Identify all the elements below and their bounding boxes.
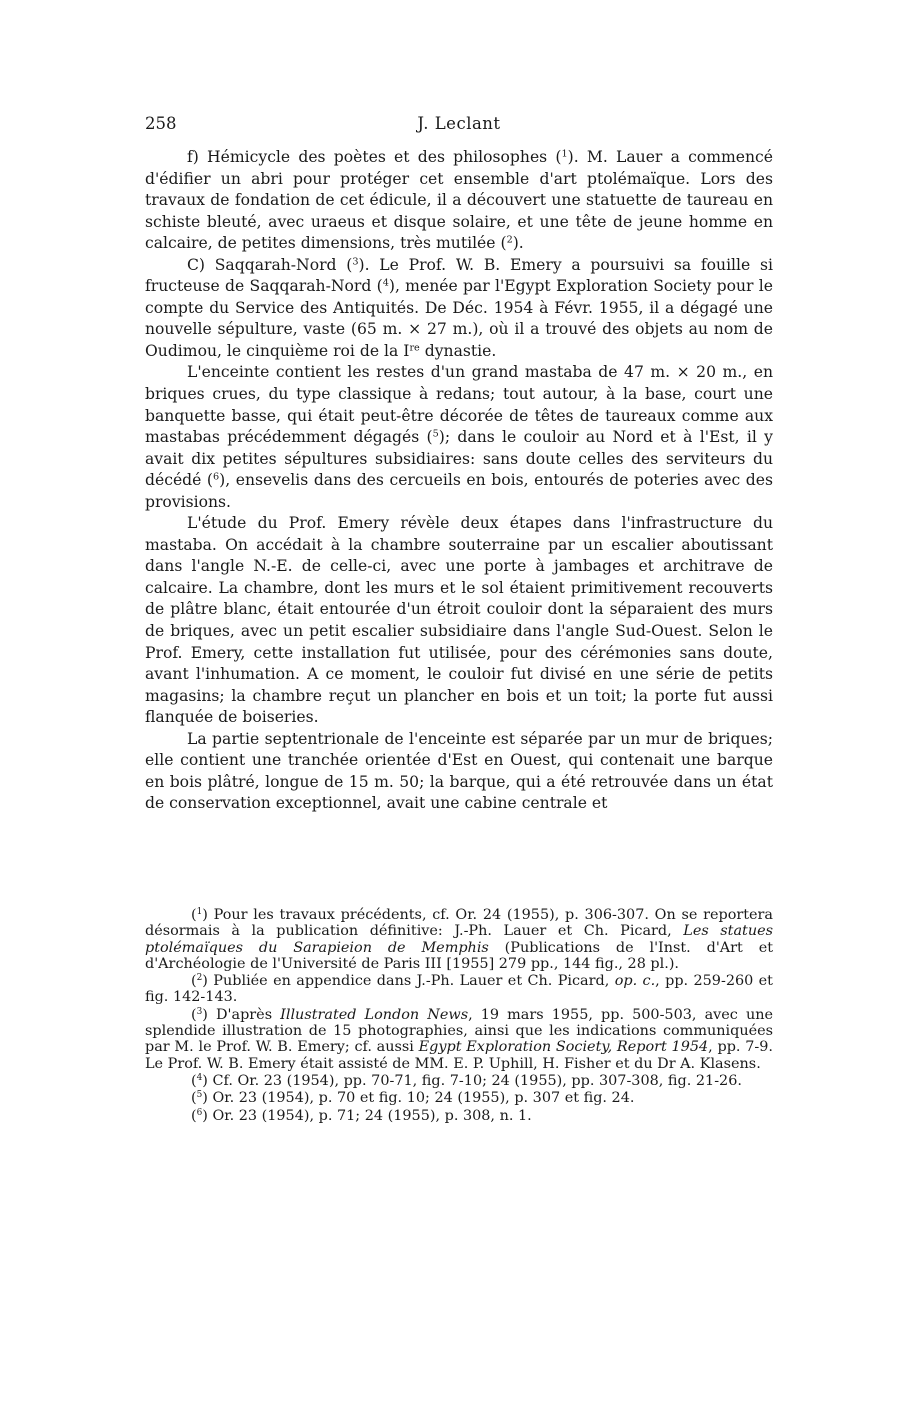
footnote-ref[interactable]: 6: [213, 471, 220, 483]
footnote-6: ($^6$) Or. 23 (1954), p. 71; 24 (1955), p. 308, n. 1.: [191, 1107, 532, 1124]
footnote-3: ($^3$) D'après Illustrated London News, 19 mars 1955, pp. 500-503, avec une splendide illustration de 15 photographies, ainsi que les indications communiquées par M. le Prof. W. B. Emery; cf. aussi Egypt Exploration Society, Report 1954, pp. 7-9. Le Prof. W. B. Emery était assisté de MM. E. P. Uphill, H. Fisher et du Dr A. Klasens.: [145, 1006, 773, 1072]
footnote-2: ($^2$) Publiée en appendice dans J.-Ph. Lauer et Ch. Picard, op. c., pp. 259-260 et fig. 142-143.: [145, 973, 773, 1006]
main-text: [145, 147, 773, 815]
footnotes: [145, 907, 773, 1124]
footnote-ref[interactable]: 1: [561, 148, 568, 160]
running-header: [145, 114, 773, 138]
footnote-4: ($^4$) Cf. Or. 23 (1954), pp. 70-71, fig. 7-10; 24 (1955), pp. 307-308, fig. 21-26.: [191, 1072, 742, 1089]
paragraph-hemicycle: f) Hémicycle des poètes et des philosophes ($^1$). M. Lauer a commencé d'édifier un abri pour protéger cet ensemble d'art ptolémaïque. Lors des travaux de fondation de cet édicule, il a découvert une statuette de taureau en schiste bleuté, avec uraeus et disque solaire, et une tête de jeune homme en calcaire, de petites dimensions, très mutilée ($^2$).: [145, 148, 774, 253]
ordinal-superscript: re: [409, 342, 420, 354]
paragraph-enceinte: L'enceinte contient les restes d'un grand mastaba de 47 m. × 20 m., en briques crues, du type classique à redans; tout autour, à la base, court une banquette basse, qui était peut-être décorée de têtes de taureaux comme aux mastabas précédemment dégagés ($^5$); dans le couloir au Nord et à l'Est, il y avait dix petites sépultures subsidiaires: sans doute celles des serviteurs du décédé ($^6$), ensevelis dans des cercueils en bois, entourés de poteries avec des provisions.: [145, 363, 773, 511]
paragraph-etude: L'étude du Prof. Emery révèle deux étapes dans l'infrastructure du mastaba. On accédait à la chambre souterraine par un escalier aboutissant dans l'angle N.-E. de celle-ci, avec une porte à jambages et architrave de calcaire. La chambre, dont les murs et le sol étaient primitivement recouverts de plâtre blanc, était entourée d'un étroit couloir dont la séparaient des murs de briques, avec un petit escalier subsidiaire dans l'angle Sud-Ouest. Selon le Prof. Emery, cette installation fut utilisée, pour des cérémonies sans doute, avant l'inhumation. A ce moment, le couloir fut divisé en une série de petits magasins; la chambre reçut un plancher en bois et un toit; la porte fut aussi flanquée de boiseries.: [145, 514, 773, 727]
page-number: 258: [145, 114, 177, 133]
footnote-ref[interactable]: 4: [382, 277, 389, 289]
footnote-ref[interactable]: 3: [352, 256, 359, 268]
paragraph-partie-septentrionale: La partie septentrionale de l'enceinte est séparée par un mur de briques; elle contient une tranchée orientée d'Est en Ouest, qui contenait une barque en bois plâtré, longue de 15 m. 50; la barque, qui a été retrouvée dans un état de conservation exceptionnel, avait une cabine centrale et: [145, 729, 773, 813]
footnote-1: ($^1$) Pour les travaux précédents, cf. Or. 24 (1955), p. 306-307. On se reportera désormais à la publication définitive: J.-Ph. Lauer et Ch. Picard, Les statues ptolémaïques du Sarapieion de Memphis (Publications de l'Inst. d'Art et d'Archéologie de l'Université de Paris III [1955] 279 pp., 144 fig., 28 pl.).: [145, 907, 773, 972]
paragraph-saqqarah-nord: C) Saqqarah-Nord ($^3$). Le Prof. W. B. Emery a poursuivi sa fouille si fructeuse de Saqqarah-Nord ($^4$), menée par l'Egypt Exploration Society pour le compte du Service des Antiquités. De Déc. 1954 à Févr. 1955, il a dégagé une nouvelle sépulture, vaste (65 m. × 27 m.), où il a trouvé des objets au nom de Oudimou, le cinquième roi de la Ire dynastie.: [145, 255, 773, 360]
footnote-5: ($^5$) Or. 23 (1954), p. 70 et fig. 10; 24 (1955), p. 307 et fig. 24.: [191, 1090, 635, 1107]
footnote-ref[interactable]: 5: [432, 428, 439, 440]
running-title-author: J. Leclant: [417, 114, 501, 133]
footnote-ref[interactable]: 2: [506, 234, 513, 246]
